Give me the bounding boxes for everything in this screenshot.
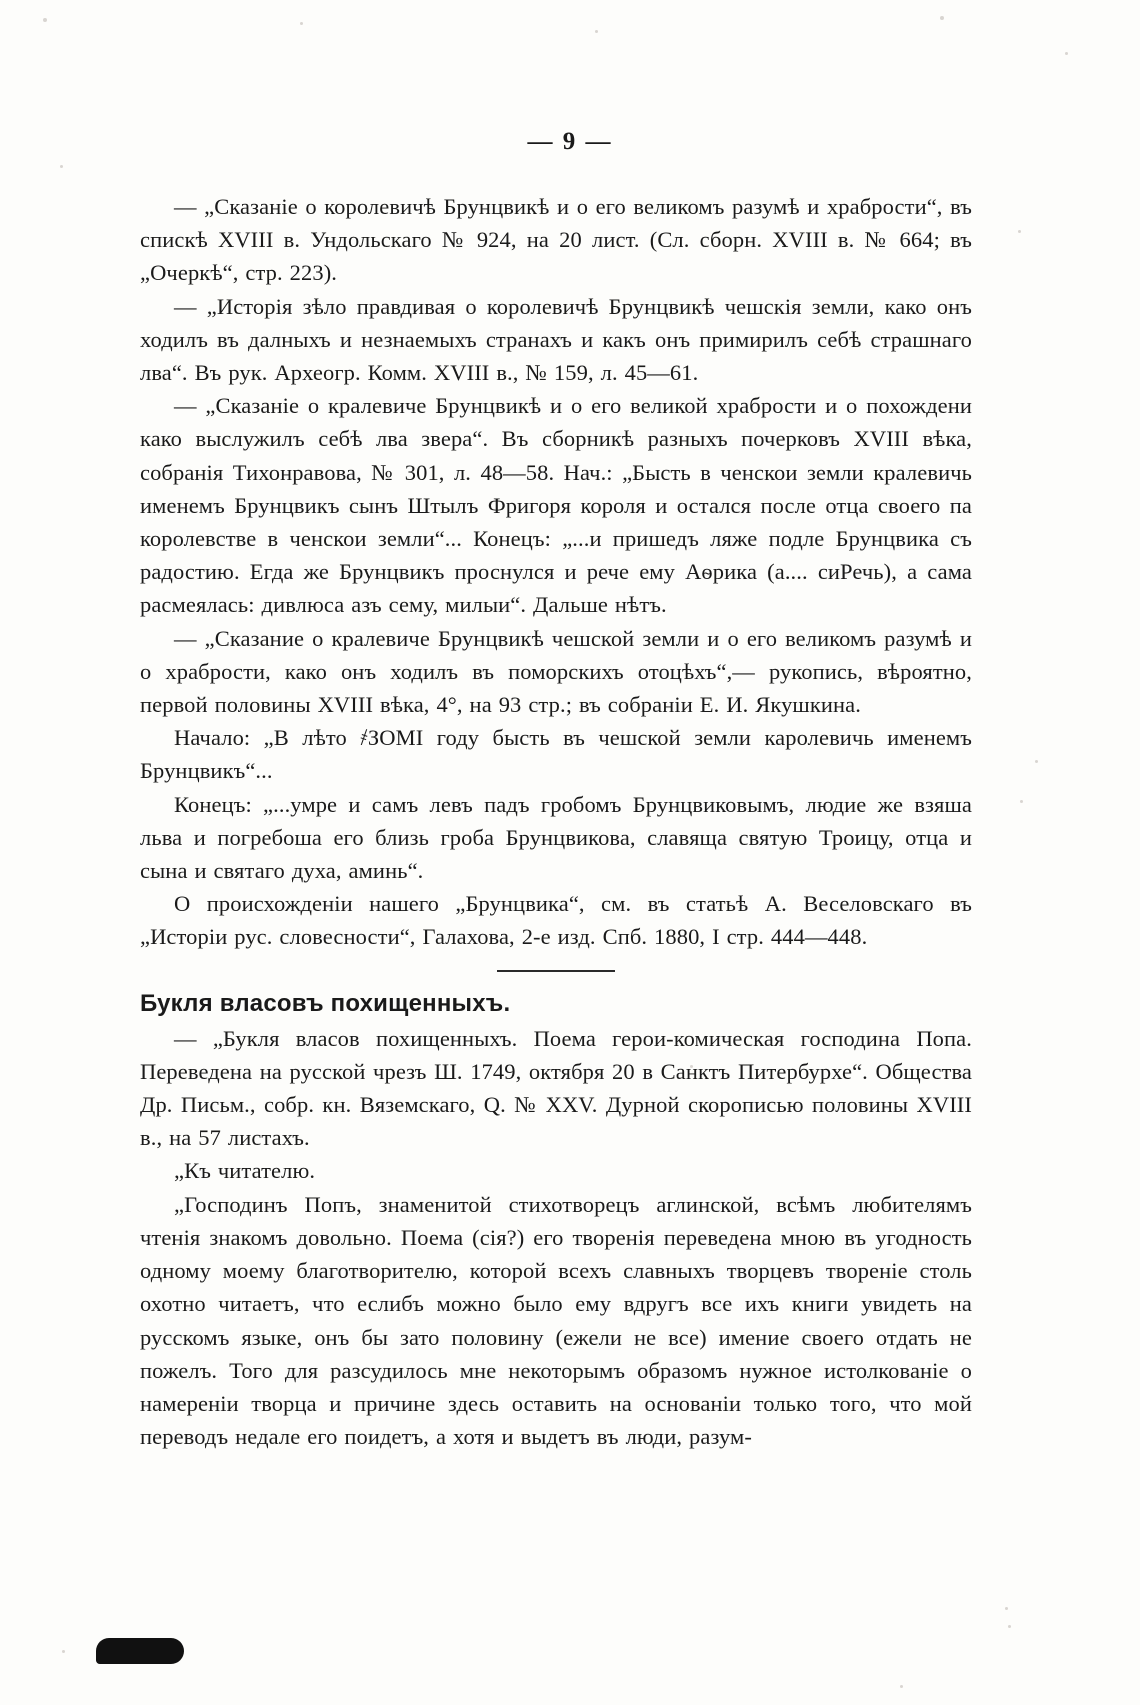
section-paragraph: „Господинъ Попъ, знаменитой стихотворецъ аглинской, всѣмъ любителямъ чтенія знакомъ довольно. Поема (сія?) его творенія переведена мною въ угодность одному моему благотворителю, которой всехъ славныхъ творцевъ твореніе столь охотно читаетъ, что еслибъ можно было ему вдругъ все ихъ книги увидеть на русскомъ языке, онъ бы зато половину (ежели не все) имение своего отдать не пожелъ. Того для разсудилось мне некоторымъ образомъ нужное истолкованіе о намереніи творца и причине здесь оставить на основаніи только того, что мой переводъ недале его поидетъ, а хотя и выдетъ въ люди, разум- bbox=[140, 1191, 972, 1450]
paragraph: — „Сказаніе о королевичѣ Брунцвикѣ и о его великомъ разумѣ и храбрости“, въ спискѣ XVIII в. Ундольскаго № 924, на 20 лист. (Сл. сборн. XVIII в. № 664; въ „Очеркѣ“, стр. 223). bbox=[140, 194, 972, 286]
paragraph: — „Сказание о кралевиче Брунцвикѣ чешской земли и о его великомъ разумѣ и о храбрости, како онъ ходилъ въ поморскихъ отоцѣхъ“,— рукопись, вѣроятно, первой половины XVIII вѣка, 4°, на 93 стр.; въ собраніи Е. И. Якушкина. bbox=[140, 625, 972, 718]
section-divider bbox=[497, 970, 615, 972]
section-paragraph: — „Букля власов похищенныхъ. Поема герои-комическая господина Попа. Переведена на русской чрезъ Ш. 1749, октября 20 в Санктъ Питербурхе“. Общества Др. Письм., собр. кн. Вяземскаго, Q. № XXV. Дурной скорописью половины XVIII в., на 57 листахъ. bbox=[140, 1025, 972, 1151]
page-number: — 9 — bbox=[527, 128, 613, 155]
scan-edge-mark bbox=[96, 1638, 184, 1664]
paragraph-explicit: Конецъ: „...умре и самъ левъ падъ гробомъ Брунцвиковымъ, людие же взяша льва и погребоша его близь гроба Брунцвикова, славяща святую Троицу, отца и сына и святаго духа, аминь“. bbox=[140, 791, 972, 884]
paragraph: — „Исторія зѣло правдивая о королевичѣ Брунцвикѣ чешскія земли, како онъ ходилъ въ далныхъ и незнаемыхъ странахъ и какъ онъ примирилъ себѣ страшнаго лва“. Въ рук. Археогр. Комм. XVIII в., № 159, л. 45—61. bbox=[140, 293, 972, 386]
paragraph-note: О происхожденіи нашего „Брунцвика“, см. въ статьѣ А. Веселовскаго въ „Исторіи рус. словесности“, Галахова, 2-е изд. Спб. 1880, I стр. 444—448. bbox=[140, 891, 972, 950]
section-paragraph: „Къ читателю. bbox=[174, 1158, 316, 1184]
page-body bbox=[140, 190, 972, 1453]
paragraph-incipit: Начало: „В лѣто ҂ЗОМІ году бысть въ чешской земли каролевичь именемъ Брунцвикъ“... bbox=[140, 725, 972, 784]
paragraph: — „Сказаніе о кралевиче Брунцвикѣ и о его великой храбрости и о похождени како выслужилъ себѣ лва звера“. Въ сборникѣ разныхъ почерковъ XVIII вѣка, собранія Тихонравова, № 301, л. 48—58. Нач.: „Бысть в ченскои земли кралевичь именемъ Брунцвикъ сынъ Штылъ Фригоря короля и остался после отца своего па королевстве в ченскои земли“... Конецъ: „...и пришедъ ляже подле Брунцвика съ радостию. Егда же Брунцвикъ проснулся и рече ему Аѳрика (а.... сиРечь), а сама расмеялась: дивлюса азъ сему, милыи“. Дальше нѣтъ. bbox=[140, 393, 972, 618]
section-title: Букля власовъ похищенныхъ. bbox=[140, 989, 511, 1017]
